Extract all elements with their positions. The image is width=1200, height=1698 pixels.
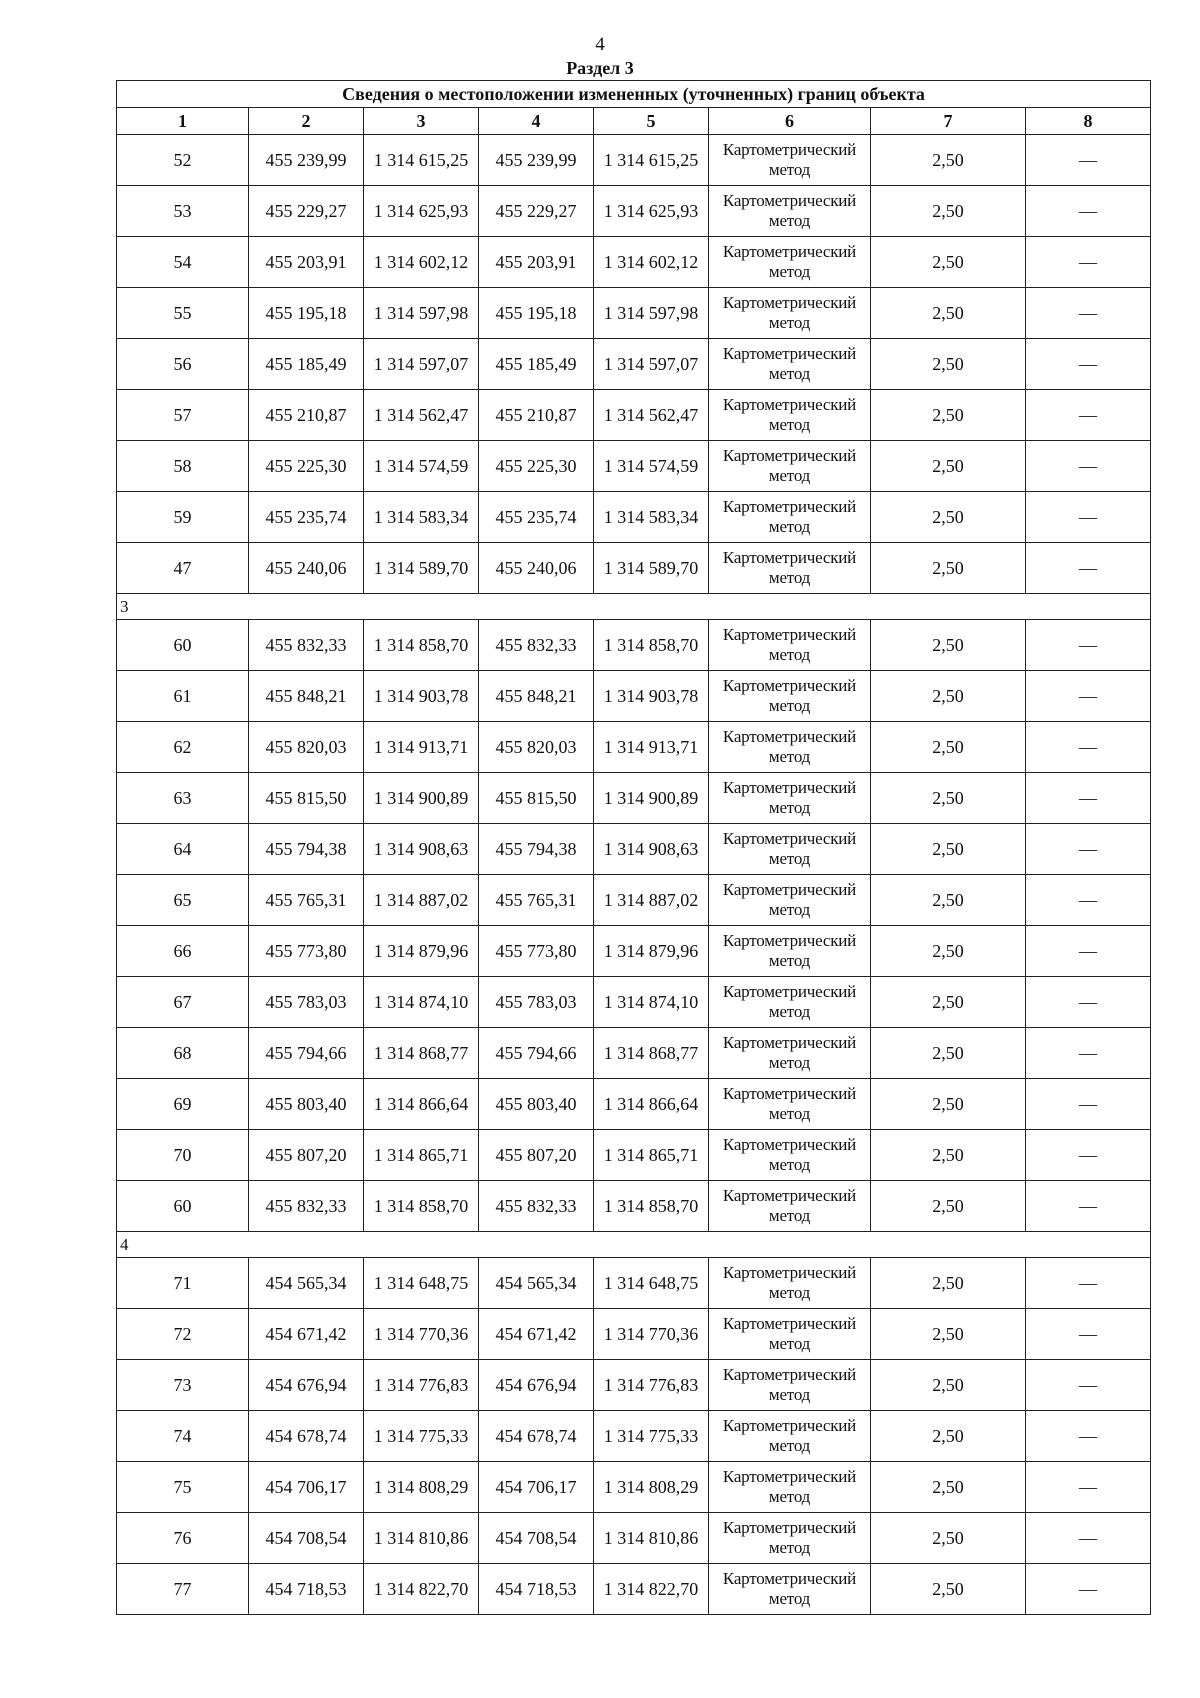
y-old-cell: 1 314 913,71: [364, 722, 479, 773]
point-number-cell: 59: [117, 492, 249, 543]
y-new-cell: 1 314 865,71: [594, 1130, 709, 1181]
x-old-cell: 455 229,27: [249, 186, 364, 237]
x-old-cell: 454 708,54: [249, 1513, 364, 1564]
y-new-cell: 1 314 879,96: [594, 926, 709, 977]
x-new-cell: 455 820,03: [479, 722, 594, 773]
point-number-cell: 63: [117, 773, 249, 824]
point-number-cell: 75: [117, 1462, 249, 1513]
table-row: [117, 237, 1151, 288]
accuracy-cell: 2,50: [871, 135, 1026, 186]
y-old-cell: 1 314 597,98: [364, 288, 479, 339]
x-new-cell: 454 671,42: [479, 1309, 594, 1360]
point-number-cell: 72: [117, 1309, 249, 1360]
table-row: [117, 671, 1151, 722]
point-number-cell: 60: [117, 620, 249, 671]
accuracy-cell: 2,50: [871, 1411, 1026, 1462]
method-cell: Картометрический метод: [709, 492, 871, 543]
x-new-cell: 455 210,87: [479, 390, 594, 441]
description-cell: —: [1026, 1309, 1151, 1360]
method-cell: Картометрический метод: [709, 620, 871, 671]
table-row: [117, 1411, 1151, 1462]
point-number-cell: 70: [117, 1130, 249, 1181]
accuracy-cell: 2,50: [871, 824, 1026, 875]
y-new-cell: 1 314 903,78: [594, 671, 709, 722]
column-number: 4: [479, 108, 594, 135]
table-row: [117, 1513, 1151, 1564]
x-old-cell: 455 807,20: [249, 1130, 364, 1181]
description-cell: —: [1026, 390, 1151, 441]
y-old-cell: 1 314 808,29: [364, 1462, 479, 1513]
accuracy-cell: 2,50: [871, 1360, 1026, 1411]
y-old-cell: 1 314 903,78: [364, 671, 479, 722]
x-old-cell: 455 815,50: [249, 773, 364, 824]
method-cell: Картометрический метод: [709, 441, 871, 492]
y-old-cell: 1 314 858,70: [364, 1181, 479, 1232]
description-cell: —: [1026, 339, 1151, 390]
column-number: 3: [364, 108, 479, 135]
table-row: [117, 722, 1151, 773]
y-old-cell: 1 314 583,34: [364, 492, 479, 543]
y-new-cell: 1 314 615,25: [594, 135, 709, 186]
coordinates-table: [116, 80, 1151, 1615]
y-new-cell: 1 314 597,07: [594, 339, 709, 390]
table-row: [117, 1360, 1151, 1411]
x-new-cell: 454 706,17: [479, 1462, 594, 1513]
method-cell: Картометрический метод: [709, 722, 871, 773]
y-old-cell: 1 314 602,12: [364, 237, 479, 288]
column-number: 1: [117, 108, 249, 135]
table-row: [117, 288, 1151, 339]
y-new-cell: 1 314 866,64: [594, 1079, 709, 1130]
x-new-cell: 455 240,06: [479, 543, 594, 594]
x-old-cell: 455 185,49: [249, 339, 364, 390]
accuracy-cell: 2,50: [871, 186, 1026, 237]
description-cell: —: [1026, 1181, 1151, 1232]
table-row: [117, 1258, 1151, 1309]
y-new-cell: 1 314 648,75: [594, 1258, 709, 1309]
accuracy-cell: 2,50: [871, 773, 1026, 824]
description-cell: —: [1026, 135, 1151, 186]
accuracy-cell: 2,50: [871, 620, 1026, 671]
y-old-cell: 1 314 625,93: [364, 186, 479, 237]
contour-group-row: [117, 594, 1151, 620]
method-cell: Картометрический метод: [709, 186, 871, 237]
description-cell: —: [1026, 1513, 1151, 1564]
accuracy-cell: 2,50: [871, 492, 1026, 543]
y-old-cell: 1 314 775,33: [364, 1411, 479, 1462]
description-cell: —: [1026, 1360, 1151, 1411]
x-old-cell: 454 676,94: [249, 1360, 364, 1411]
point-number-cell: 54: [117, 237, 249, 288]
x-new-cell: 454 676,94: [479, 1360, 594, 1411]
accuracy-cell: 2,50: [871, 722, 1026, 773]
x-new-cell: 455 794,66: [479, 1028, 594, 1079]
y-new-cell: 1 314 913,71: [594, 722, 709, 773]
table-row: [117, 1130, 1151, 1181]
x-old-cell: 455 832,33: [249, 1181, 364, 1232]
description-cell: —: [1026, 543, 1151, 594]
table-caption-row: [117, 81, 1151, 108]
method-cell: Картометрический метод: [709, 1181, 871, 1232]
point-number-cell: 58: [117, 441, 249, 492]
y-new-cell: 1 314 589,70: [594, 543, 709, 594]
accuracy-cell: 2,50: [871, 1028, 1026, 1079]
description-cell: —: [1026, 824, 1151, 875]
accuracy-cell: 2,50: [871, 977, 1026, 1028]
point-number-cell: 68: [117, 1028, 249, 1079]
y-new-cell: 1 314 770,36: [594, 1309, 709, 1360]
description-cell: —: [1026, 186, 1151, 237]
point-number-cell: 53: [117, 186, 249, 237]
contour-number: 4: [117, 1232, 1151, 1258]
point-number-cell: 47: [117, 543, 249, 594]
accuracy-cell: 2,50: [871, 671, 1026, 722]
method-cell: Картометрический метод: [709, 671, 871, 722]
y-old-cell: 1 314 770,36: [364, 1309, 479, 1360]
method-cell: Картометрический метод: [709, 824, 871, 875]
x-old-cell: 455 783,03: [249, 977, 364, 1028]
accuracy-cell: 2,50: [871, 237, 1026, 288]
description-cell: —: [1026, 1258, 1151, 1309]
y-old-cell: 1 314 900,89: [364, 773, 479, 824]
accuracy-cell: 2,50: [871, 1513, 1026, 1564]
y-new-cell: 1 314 908,63: [594, 824, 709, 875]
x-old-cell: 455 235,74: [249, 492, 364, 543]
column-number: 5: [594, 108, 709, 135]
description-cell: —: [1026, 1462, 1151, 1513]
description-cell: —: [1026, 288, 1151, 339]
accuracy-cell: 2,50: [871, 1462, 1026, 1513]
accuracy-cell: 2,50: [871, 441, 1026, 492]
method-cell: Картометрический метод: [709, 1028, 871, 1079]
x-old-cell: 455 803,40: [249, 1079, 364, 1130]
method-cell: Картометрический метод: [709, 1360, 871, 1411]
accuracy-cell: 2,50: [871, 1079, 1026, 1130]
method-cell: Картометрический метод: [709, 773, 871, 824]
x-old-cell: 454 678,74: [249, 1411, 364, 1462]
method-cell: Картометрический метод: [709, 1079, 871, 1130]
y-old-cell: 1 314 615,25: [364, 135, 479, 186]
y-old-cell: 1 314 597,07: [364, 339, 479, 390]
table-row: [117, 1309, 1151, 1360]
y-new-cell: 1 314 776,83: [594, 1360, 709, 1411]
point-number-cell: 76: [117, 1513, 249, 1564]
y-new-cell: 1 314 822,70: [594, 1564, 709, 1615]
point-number-cell: 73: [117, 1360, 249, 1411]
description-cell: —: [1026, 1411, 1151, 1462]
table-row: [117, 492, 1151, 543]
section-title: Раздел 3: [566, 58, 634, 78]
table-row: [117, 977, 1151, 1028]
y-new-cell: 1 314 602,12: [594, 237, 709, 288]
y-old-cell: 1 314 887,02: [364, 875, 479, 926]
point-number-cell: 66: [117, 926, 249, 977]
point-number-cell: 55: [117, 288, 249, 339]
point-number-cell: 56: [117, 339, 249, 390]
description-cell: —: [1026, 926, 1151, 977]
table-row: [117, 875, 1151, 926]
description-cell: —: [1026, 441, 1151, 492]
y-new-cell: 1 314 625,93: [594, 186, 709, 237]
method-cell: Картометрический метод: [709, 339, 871, 390]
table-row: [117, 1181, 1151, 1232]
description-cell: —: [1026, 773, 1151, 824]
x-new-cell: 455 815,50: [479, 773, 594, 824]
x-old-cell: 455 240,06: [249, 543, 364, 594]
x-new-cell: 455 783,03: [479, 977, 594, 1028]
column-number: 7: [871, 108, 1026, 135]
y-new-cell: 1 314 775,33: [594, 1411, 709, 1462]
table-row: [117, 543, 1151, 594]
method-cell: Картометрический метод: [709, 1462, 871, 1513]
point-number-cell: 74: [117, 1411, 249, 1462]
accuracy-cell: 2,50: [871, 1309, 1026, 1360]
method-cell: Картометрический метод: [709, 543, 871, 594]
x-old-cell: 455 773,80: [249, 926, 364, 977]
x-new-cell: 454 565,34: [479, 1258, 594, 1309]
table-row: [117, 926, 1151, 977]
method-cell: Картометрический метод: [709, 1564, 871, 1615]
column-number: 6: [709, 108, 871, 135]
y-old-cell: 1 314 866,64: [364, 1079, 479, 1130]
method-cell: Картометрический метод: [709, 135, 871, 186]
table-body: [117, 135, 1151, 1615]
y-new-cell: 1 314 574,59: [594, 441, 709, 492]
description-cell: —: [1026, 722, 1151, 773]
x-old-cell: 454 671,42: [249, 1309, 364, 1360]
description-cell: —: [1026, 1130, 1151, 1181]
x-new-cell: 454 708,54: [479, 1513, 594, 1564]
y-old-cell: 1 314 908,63: [364, 824, 479, 875]
method-cell: Картометрический метод: [709, 288, 871, 339]
accuracy-cell: 2,50: [871, 339, 1026, 390]
accuracy-cell: 2,50: [871, 390, 1026, 441]
x-old-cell: 454 565,34: [249, 1258, 364, 1309]
y-old-cell: 1 314 810,86: [364, 1513, 479, 1564]
table-row: [117, 1564, 1151, 1615]
x-new-cell: 455 195,18: [479, 288, 594, 339]
point-number-cell: 60: [117, 1181, 249, 1232]
y-new-cell: 1 314 562,47: [594, 390, 709, 441]
description-cell: —: [1026, 875, 1151, 926]
table-row: [117, 620, 1151, 671]
y-new-cell: 1 314 597,98: [594, 288, 709, 339]
x-new-cell: 455 239,99: [479, 135, 594, 186]
method-cell: Картометрический метод: [709, 1309, 871, 1360]
x-new-cell: 455 765,31: [479, 875, 594, 926]
description-cell: —: [1026, 1079, 1151, 1130]
table-row: [117, 186, 1151, 237]
y-new-cell: 1 314 858,70: [594, 620, 709, 671]
x-old-cell: 455 820,03: [249, 722, 364, 773]
table-row: [117, 441, 1151, 492]
table-row: [117, 1079, 1151, 1130]
column-number-row: [117, 108, 1151, 135]
x-old-cell: 454 718,53: [249, 1564, 364, 1615]
point-number-cell: 69: [117, 1079, 249, 1130]
x-old-cell: 455 794,38: [249, 824, 364, 875]
point-number-cell: 64: [117, 824, 249, 875]
x-new-cell: 455 794,38: [479, 824, 594, 875]
description-cell: —: [1026, 977, 1151, 1028]
point-number-cell: 77: [117, 1564, 249, 1615]
x-old-cell: 455 239,99: [249, 135, 364, 186]
y-old-cell: 1 314 562,47: [364, 390, 479, 441]
x-new-cell: 455 848,21: [479, 671, 594, 722]
description-cell: —: [1026, 671, 1151, 722]
table-row: [117, 773, 1151, 824]
table-caption: Сведения о местоположении измененных (уточненных) границ объекта: [117, 81, 1151, 108]
y-old-cell: 1 314 868,77: [364, 1028, 479, 1079]
accuracy-cell: 2,50: [871, 926, 1026, 977]
x-new-cell: 455 832,33: [479, 620, 594, 671]
point-number-cell: 52: [117, 135, 249, 186]
x-old-cell: 455 210,87: [249, 390, 364, 441]
y-new-cell: 1 314 900,89: [594, 773, 709, 824]
method-cell: Картометрический метод: [709, 1258, 871, 1309]
point-number-cell: 71: [117, 1258, 249, 1309]
column-number: 2: [249, 108, 364, 135]
point-number-cell: 67: [117, 977, 249, 1028]
table-row: [117, 1028, 1151, 1079]
accuracy-cell: 2,50: [871, 1181, 1026, 1232]
point-number-cell: 62: [117, 722, 249, 773]
table-row: [117, 390, 1151, 441]
table-row: [117, 824, 1151, 875]
y-new-cell: 1 314 583,34: [594, 492, 709, 543]
y-old-cell: 1 314 822,70: [364, 1564, 479, 1615]
accuracy-cell: 2,50: [871, 875, 1026, 926]
method-cell: Картометрический метод: [709, 237, 871, 288]
description-cell: —: [1026, 492, 1151, 543]
description-cell: —: [1026, 620, 1151, 671]
method-cell: Картометрический метод: [709, 926, 871, 977]
page-number: 4: [595, 34, 605, 55]
x-new-cell: 455 203,91: [479, 237, 594, 288]
x-new-cell: 454 678,74: [479, 1411, 594, 1462]
y-new-cell: 1 314 858,70: [594, 1181, 709, 1232]
y-old-cell: 1 314 858,70: [364, 620, 479, 671]
x-old-cell: 455 794,66: [249, 1028, 364, 1079]
y-old-cell: 1 314 574,59: [364, 441, 479, 492]
x-old-cell: 455 848,21: [249, 671, 364, 722]
x-new-cell: 455 225,30: [479, 441, 594, 492]
method-cell: Картометрический метод: [709, 1411, 871, 1462]
method-cell: Картометрический метод: [709, 875, 871, 926]
description-cell: —: [1026, 1564, 1151, 1615]
point-number-cell: 65: [117, 875, 249, 926]
x-new-cell: 454 718,53: [479, 1564, 594, 1615]
y-old-cell: 1 314 776,83: [364, 1360, 479, 1411]
method-cell: Картометрический метод: [709, 1130, 871, 1181]
y-old-cell: 1 314 865,71: [364, 1130, 479, 1181]
x-old-cell: 455 225,30: [249, 441, 364, 492]
x-new-cell: 455 235,74: [479, 492, 594, 543]
point-number-cell: 61: [117, 671, 249, 722]
accuracy-cell: 2,50: [871, 1564, 1026, 1615]
method-cell: Картометрический метод: [709, 390, 871, 441]
y-old-cell: 1 314 879,96: [364, 926, 479, 977]
x-old-cell: 455 832,33: [249, 620, 364, 671]
table-row: [117, 135, 1151, 186]
y-old-cell: 1 314 874,10: [364, 977, 479, 1028]
point-number-cell: 57: [117, 390, 249, 441]
x-old-cell: 455 765,31: [249, 875, 364, 926]
x-new-cell: 455 803,40: [479, 1079, 594, 1130]
table-row: [117, 1462, 1151, 1513]
y-old-cell: 1 314 648,75: [364, 1258, 479, 1309]
y-new-cell: 1 314 887,02: [594, 875, 709, 926]
accuracy-cell: 2,50: [871, 543, 1026, 594]
contour-number: 3: [117, 594, 1151, 620]
y-old-cell: 1 314 589,70: [364, 543, 479, 594]
x-old-cell: 455 195,18: [249, 288, 364, 339]
y-new-cell: 1 314 874,10: [594, 977, 709, 1028]
description-cell: —: [1026, 1028, 1151, 1079]
x-old-cell: 454 706,17: [249, 1462, 364, 1513]
accuracy-cell: 2,50: [871, 1258, 1026, 1309]
y-new-cell: 1 314 868,77: [594, 1028, 709, 1079]
y-new-cell: 1 314 808,29: [594, 1462, 709, 1513]
x-new-cell: 455 807,20: [479, 1130, 594, 1181]
method-cell: Картометрический метод: [709, 1513, 871, 1564]
description-cell: —: [1026, 237, 1151, 288]
column-number: 8: [1026, 108, 1151, 135]
x-new-cell: 455 229,27: [479, 186, 594, 237]
x-new-cell: 455 185,49: [479, 339, 594, 390]
accuracy-cell: 2,50: [871, 288, 1026, 339]
contour-group-row: [117, 1232, 1151, 1258]
x-new-cell: 455 832,33: [479, 1181, 594, 1232]
table-row: [117, 339, 1151, 390]
x-old-cell: 455 203,91: [249, 237, 364, 288]
y-new-cell: 1 314 810,86: [594, 1513, 709, 1564]
x-new-cell: 455 773,80: [479, 926, 594, 977]
accuracy-cell: 2,50: [871, 1130, 1026, 1181]
method-cell: Картометрический метод: [709, 977, 871, 1028]
